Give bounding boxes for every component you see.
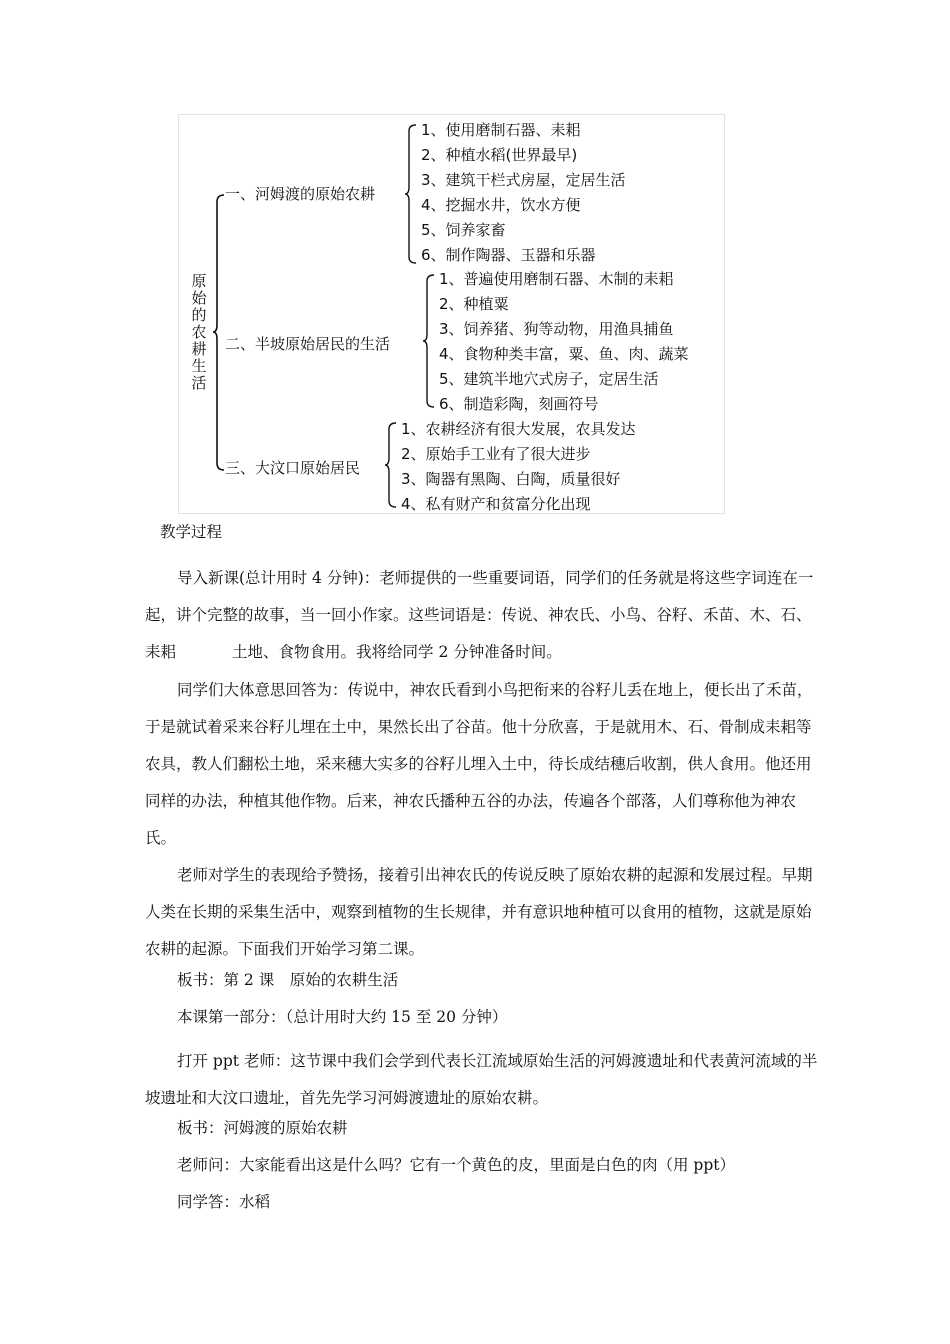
root-char: 生 (191, 357, 207, 375)
student-answer: 同学答：水稻 (177, 1193, 271, 1211)
paragraph-intro (145, 560, 825, 671)
dawenkou-item: 4、私有财产和贫富分化出现 (401, 495, 591, 513)
knowledge-tree-diagram (178, 114, 725, 514)
banpo-item: 3、饲养猪、狗等动物，用渔具捕鱼 (439, 320, 674, 338)
hemudu-item: 6、制作陶器、玉器和乐器 (421, 246, 596, 264)
dawenkou-item: 2、原始手工业有了很大进步 (401, 445, 591, 463)
banpo-item: 6、制造彩陶，刻画符号 (439, 395, 599, 413)
root-char: 的 (191, 306, 207, 324)
board-note-lesson: 板书：第 2 课 原始的农耕生活 (177, 971, 399, 989)
banpo-item: 4、食物种类丰富，粟、鱼、肉、蔬菜 (439, 345, 689, 363)
dawenkou-item: 1、农耕经济有很大发展，农具发达 (401, 420, 636, 438)
hemudu-item: 4、挖掘水井，饮水方便 (421, 196, 581, 214)
paragraph-teacher-praise: 老师对学生的表现给予赞扬，接着引出神农氏的传说反映了原始农耕的起源和发展过程。早期人类在长期的采集生活中，观察到植物的生长规律，并有意识地种植可以食用的植物，这就是原始农耕的起源。下面我们开始学习第二课。 (145, 866, 813, 958)
banpo-item: 2、种植粟 (439, 295, 509, 313)
root-char: 原 (191, 272, 207, 290)
root-char: 耕 (191, 340, 207, 358)
board-note-hemudu: 板书：河姆渡的原始农耕 (177, 1119, 348, 1137)
root-char: 始 (191, 289, 207, 307)
hemudu-item: 5、饲养家畜 (421, 221, 506, 239)
hemudu-item: 2、种植水稻(世界最早) (421, 146, 578, 164)
paragraph-open-ppt: 打开 ppt 老师：这节课中我们会学到代表长江流域原始生活的河姆渡遗址和代表黄河流域的半坡遗址和大汶口遗址，首先先学习河姆渡遗址的原始农耕。 (145, 1052, 818, 1107)
section-heading: 教学过程 (160, 523, 223, 541)
branch-label-dawenkou: 三、大汶口原始居民 (225, 459, 361, 477)
paragraph-intro-part2: 土地、食物食用。我将给同学 2 分钟准备时间。 (232, 643, 562, 661)
teacher-question: 老师问：大家能看出这是什么吗？它有一个黄色的皮，里面是白色的肉（用 ppt） (177, 1156, 736, 1174)
root-bracket (213, 195, 225, 470)
bracket-dawenkou (385, 423, 397, 507)
bracket-banpo (423, 275, 435, 407)
paragraph-student-answer: 同学们大体意思回答为：传说中，神农氏看到小鸟把衔来的谷籽儿丢在地上，便长出了禾苗，于是就试着采来谷籽儿埋在土中，果然长出了谷苗。他十分欣喜，于是就用木、石、骨制成耒耜等农具，教人们翻松土地，采来穗大实多的谷籽儿埋入土中，待长成结穗后收割，供人食用。他还用同样的办法，种植其他作物。后来，神农氏播种五谷的办法，传遍各个部落，人们尊称他为神农氏。 (145, 681, 813, 847)
root-char: 农 (191, 323, 207, 341)
dawenkou-item: 3、陶器有黑陶、白陶，质量很好 (401, 470, 621, 488)
hemudu-item: 3、建筑干栏式房屋，定居生活 (421, 171, 626, 189)
banpo-item: 5、建筑半地穴式房子，定居生活 (439, 370, 659, 388)
part-one-note: 本课第一部分：（总计用时大约 15 至 20 分钟） (177, 1008, 508, 1026)
bracket-hemudu (405, 125, 417, 263)
root-char: 活 (191, 374, 207, 392)
branch-label-banpo: 二、半坡原始居民的生活 (225, 335, 391, 353)
hemudu-item: 1、使用磨制石器、耒耜 (421, 121, 581, 139)
branch-label-hemudu: 一、河姆渡的原始农耕 (225, 185, 376, 203)
paragraph-intro-part1: 导入新课(总计用时 4 分钟)：老师提供的一些重要词语，同学们的任务就是将这些字词连在一起，讲个完整的故事，当一回小作家。这些词语是：传说、神农氏、小鸟、谷籽、禾苗、木、石、耒耜 (145, 569, 814, 661)
tree-root-label (189, 273, 209, 392)
banpo-item: 1、普遍使用磨制石器、木制的耒耜 (439, 270, 674, 288)
